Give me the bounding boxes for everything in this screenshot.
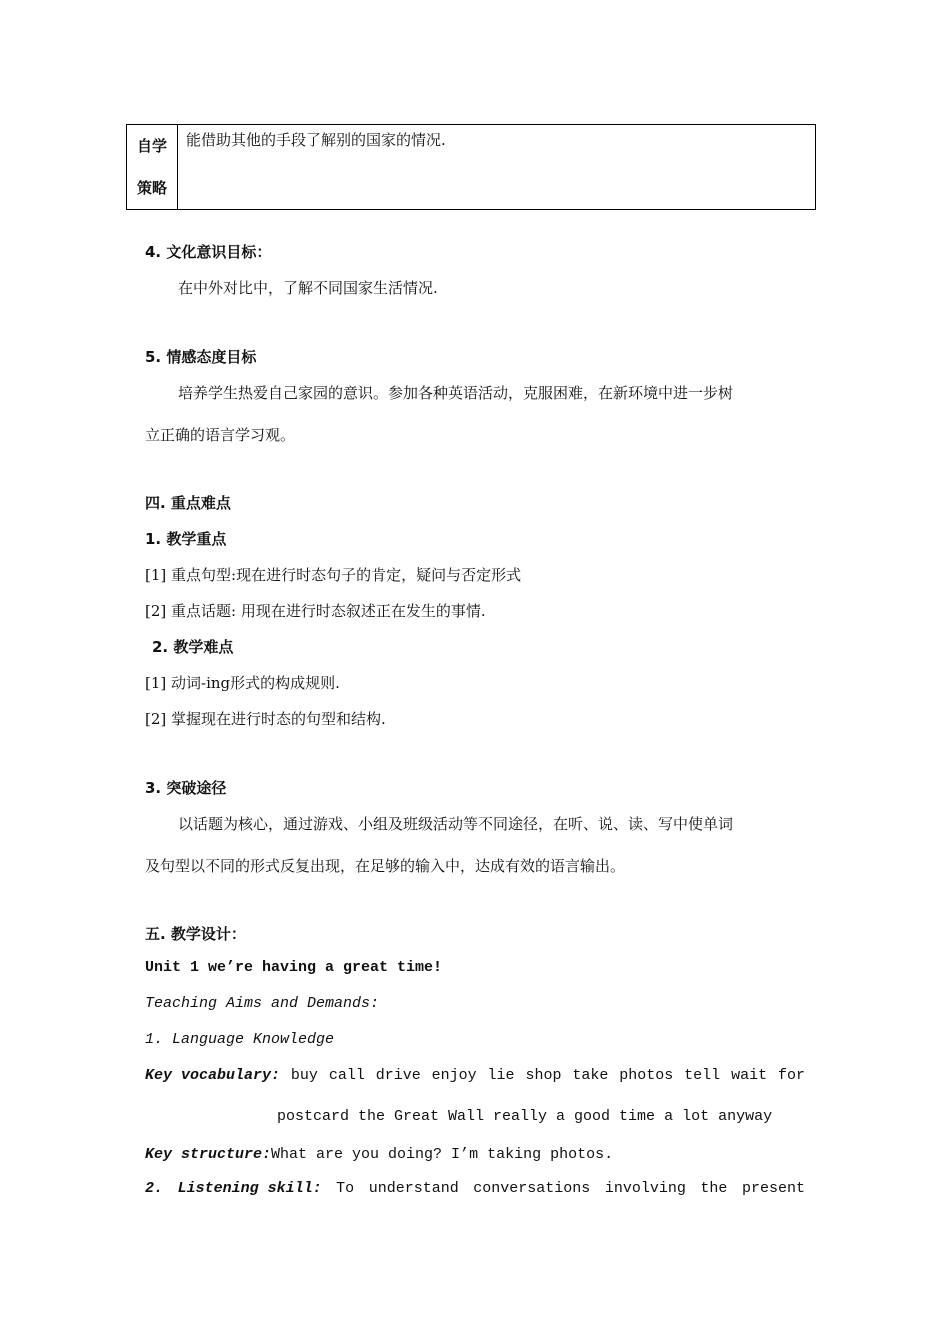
table-label-line1: 自学 [136, 137, 167, 155]
listening-word: To [336, 1180, 355, 1197]
approach-line1: 以话题为核心，通过游戏、小组及班级活动等不同途径，在听、说、读、写中使单词 [178, 815, 734, 833]
key-structure-text: What are you doing? I’m taking photos. [271, 1146, 614, 1163]
teaching-difficulty-item1: [1] 动词-ing形式的构成规则. [145, 674, 340, 692]
key-structure-line [145, 1144, 613, 1163]
listening-word: understand [368, 1180, 459, 1197]
self-study-strategy-table [126, 124, 816, 210]
section5-body-line2: 立正确的语言学习观。 [145, 426, 296, 444]
vocab-word: shop [525, 1067, 562, 1084]
vocab-word: lie [487, 1067, 515, 1084]
listening-word: involving [604, 1180, 686, 1197]
teaching-focus-heading: 1. 教学重点 [145, 530, 227, 548]
vocab-word: drive [375, 1067, 421, 1084]
listening-word: the [700, 1180, 728, 1197]
approach-line2: 及句型以不同的形式反复出现，在足够的输入中，达成有效的语言输出。 [145, 857, 626, 875]
teaching-difficulty-heading: 2. 教学难点 [152, 638, 234, 656]
unit-title: Unit 1 we’re having a great time! [145, 959, 443, 976]
language-knowledge-heading: 1. Language Knowledge [145, 1031, 335, 1048]
table-label-line2: 策略 [136, 179, 167, 197]
listening-word: conversations [473, 1180, 591, 1197]
key-vocabulary-label: Key vocabulary: [145, 1067, 281, 1084]
teaching-design-heading: 五. 教学设计： [145, 925, 246, 943]
key-vocabulary-line2: postcard the Great Wall really a good time a lot anyway [277, 1108, 773, 1125]
key-vocabulary-line1 [145, 1067, 805, 1084]
teaching-difficulty-item2: [2] 掌握现在进行时态的句型和结构. [145, 710, 386, 728]
vocab-word: photos [619, 1067, 674, 1084]
listening-number: 2. [145, 1180, 164, 1197]
approach-heading: 3. 突破途径 [145, 779, 227, 797]
table-content-text: 能借助其他的手段了解别的国家的情况. [186, 131, 446, 149]
table-label-cell [127, 125, 178, 210]
listening-word: present [741, 1180, 805, 1197]
section4-body: 在中外对比中，了解不同国家生活情况. [178, 279, 438, 297]
vocab-word: take [572, 1067, 609, 1084]
vocab-word: call [328, 1067, 365, 1084]
section5-body-line1: 培养学生热爱自己家园的意识。参加各种英语活动，克服困难，在新环境中进一步树 [178, 384, 734, 402]
key-difficult-heading: 四. 重点难点 [145, 494, 231, 512]
section4-heading: 4. 文化意识目标： [145, 243, 272, 261]
listening-skill-line [145, 1180, 805, 1197]
vocab-word: buy [290, 1067, 318, 1084]
key-structure-label: Key structure: [145, 1146, 272, 1163]
vocab-word: for [777, 1067, 805, 1084]
table-content-cell [178, 125, 816, 210]
teaching-focus-item2: [2] 重点话题: 用现在进行时态叙述正在发生的事情. [145, 602, 486, 620]
listening-skill-label: Listening skill: [177, 1180, 322, 1197]
section5-heading: 5. 情感态度目标 [145, 348, 257, 366]
vocab-word: tell [684, 1067, 721, 1084]
vocab-word: wait [731, 1067, 768, 1084]
teaching-focus-item1: [1] 重点句型:现在进行时态句子的肯定，疑问与否定形式 [145, 566, 522, 584]
vocab-word: enjoy [431, 1067, 477, 1084]
teaching-aims-heading: Teaching Aims and Demands: [145, 995, 380, 1012]
